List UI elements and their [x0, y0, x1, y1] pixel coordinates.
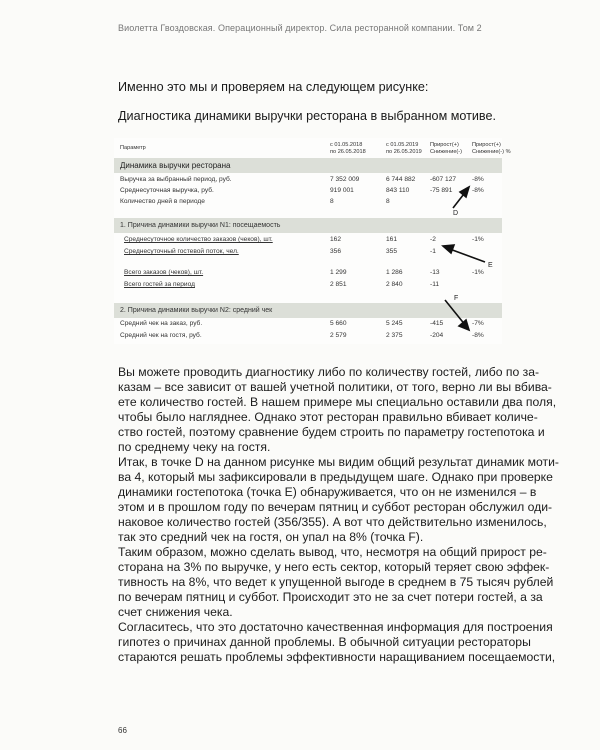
section-title: 1. Причина динамики выручки N1: посещаемость [120, 222, 281, 229]
body-text [118, 365, 559, 665]
header-delta-pct-a: Прирост(+) [472, 142, 501, 148]
text-line: по среднему чеку на гостя. [118, 440, 271, 454]
running-head: Виолетта Гвоздовская. Операционный директор. Сила ресторанной компании. Том 2 [118, 23, 482, 33]
delta: -11 [430, 281, 440, 288]
marker-f: F [454, 295, 459, 302]
text-line: стараются решать проблемы эффективности наращиванием посещаемости, [118, 650, 556, 664]
marker-d: D [453, 210, 459, 217]
row-label: Средний чек на заказ, руб. [120, 320, 203, 327]
row-label: Среднесуточная выручка, руб. [120, 187, 214, 194]
header-period-2019-from: с 01.05.2019 [386, 142, 419, 148]
delta: -204 [430, 332, 444, 339]
text-line: гипотез о причинах данной проблемы. В обычной ситуации рестораторы [118, 635, 531, 649]
section-title: 2. Причина динамики выручки N2: средний чек [120, 307, 273, 314]
arrow-e-head [443, 245, 454, 253]
text-line: Итак, в точке D на данном рисунке мы видим общий результат динамик моти- [118, 455, 559, 469]
value-2019: 1 286 [386, 269, 403, 276]
figure-caption: Диагностика динамики выручки ресторана в выбранном мотиве. [118, 109, 496, 123]
lead-sentence: Именно это мы и проверяем на следующем рисунке: [118, 80, 429, 94]
arrow-d-head [460, 187, 469, 197]
paragraph [118, 455, 559, 545]
marker-e: E [488, 262, 493, 269]
text-line: ва 4, который мы зафиксировали в предыдущем шаге. Однако при проверке [118, 470, 553, 484]
text-line: Вы можете проводить диагностику либо по количеству гостей, либо по за- [118, 365, 540, 379]
value-2018: 2 851 [330, 281, 347, 288]
value-2018: 356 [330, 248, 342, 255]
paragraph [118, 545, 554, 620]
text-line: ство гостей, поэтому сравнение будем строить по параметру гостепотока и [118, 425, 545, 439]
value-2018: 7 352 009 [330, 176, 360, 183]
value-2019: 2 840 [386, 281, 403, 288]
header-delta-b: Снижение(-) [430, 148, 463, 155]
delta: -75 891 [430, 187, 453, 194]
delta: -13 [430, 269, 440, 276]
value-2019: 2 375 [386, 332, 403, 339]
arrow-f-head [459, 320, 469, 330]
text-line: сторана на 3% по выручке, у него есть сектор, который теряет свою эффек- [118, 560, 550, 574]
value-2019: 6 744 882 [386, 176, 416, 183]
text-line: динамики гостепотока (точка E) обнаруживается, что он не изменился – в [118, 485, 537, 499]
delta-pct: -1% [472, 269, 484, 276]
delta: -415 [430, 320, 444, 327]
row-label: Количество дней в периоде [120, 198, 205, 205]
text-line: Согласитесь, что это достаточно качественная информация для построения [118, 620, 553, 634]
header-period-2018-from: с 01.05.2018 [330, 142, 363, 148]
row-label: Выручка за выбранный период, руб. [120, 176, 232, 183]
text-line: ете количество гостей. В нашем примере мы специально оставили два поля, [118, 395, 557, 409]
row-label: Среднесуточный гостевой поток, чел. [124, 248, 239, 255]
text-line: Таким образом, можно сделать вывод, что, несмотря на общий прирост ре- [118, 545, 547, 559]
text-line: этом и в прошлом году по вечерам пятниц и суббот ресторан обслужил оди- [118, 500, 553, 514]
delta: -607 127 [430, 176, 457, 183]
header-period-2018-to: по 26.05.2018 [330, 148, 366, 155]
delta-pct: -8% [472, 187, 484, 194]
delta-pct: -1% [472, 236, 484, 243]
value-2019: 5 245 [386, 320, 403, 327]
value-2019: 8 [386, 198, 390, 205]
value-2018: 162 [330, 236, 342, 243]
row-label: Средний чек на гостя, руб. [120, 332, 202, 339]
value-2019: 843 110 [386, 187, 410, 194]
text-line: чтобы было нагляднее. Однако этот ресторан правильно вбивает количе- [118, 410, 538, 424]
value-2018: 919 001 [330, 187, 354, 194]
text-line: казам – все зависит от вашей учетной политики, от того, верно ли вы вбива- [118, 380, 552, 394]
delta-pct: -8% [472, 176, 484, 183]
row-label: Среднесуточное количество заказов (чеков), шт. [124, 236, 273, 243]
header-period-2019-to: по 26.05.2019 [386, 148, 422, 155]
paragraph [118, 620, 556, 665]
value-2019: 161 [386, 236, 398, 243]
header-param: Параметр [120, 145, 146, 151]
text-line: счет снижения чека. [118, 605, 233, 619]
delta: -2 [430, 236, 436, 243]
value-2018: 8 [330, 198, 334, 205]
value-2018: 1 299 [330, 269, 347, 276]
delta: -1 [430, 248, 436, 255]
text-line: наковое количество гостей (356/355). А вот что действительно изменилось, [118, 515, 547, 529]
text-line: по вечерам пятниц и суббот. Происходит это не за счет потери гостей, а за [118, 590, 543, 604]
row-label: Всего гостей за период [124, 281, 195, 288]
value-2019: 355 [386, 248, 398, 255]
delta-pct: -7% [472, 320, 484, 327]
value-2018: 5 660 [330, 320, 347, 327]
row-label: Всего заказов (чеков), шт. [124, 269, 204, 276]
paragraph [118, 365, 557, 455]
value-2018: 2 579 [330, 332, 347, 339]
text-line: тивность на 8%, что ведет к упущенной выгоде в среднем в 75 тысяч рублей [118, 575, 554, 589]
header-delta-pct-b: Снижение(-) % [472, 148, 511, 155]
section-title: Динамика выручки ресторана [120, 161, 231, 170]
text-line: так это средний чек на гостя, он упал на 8% (точка F). [118, 530, 424, 544]
delta-pct: -8% [472, 332, 484, 339]
header-delta-a: Прирост(+) [430, 142, 459, 148]
page-number: 66 [118, 726, 127, 735]
